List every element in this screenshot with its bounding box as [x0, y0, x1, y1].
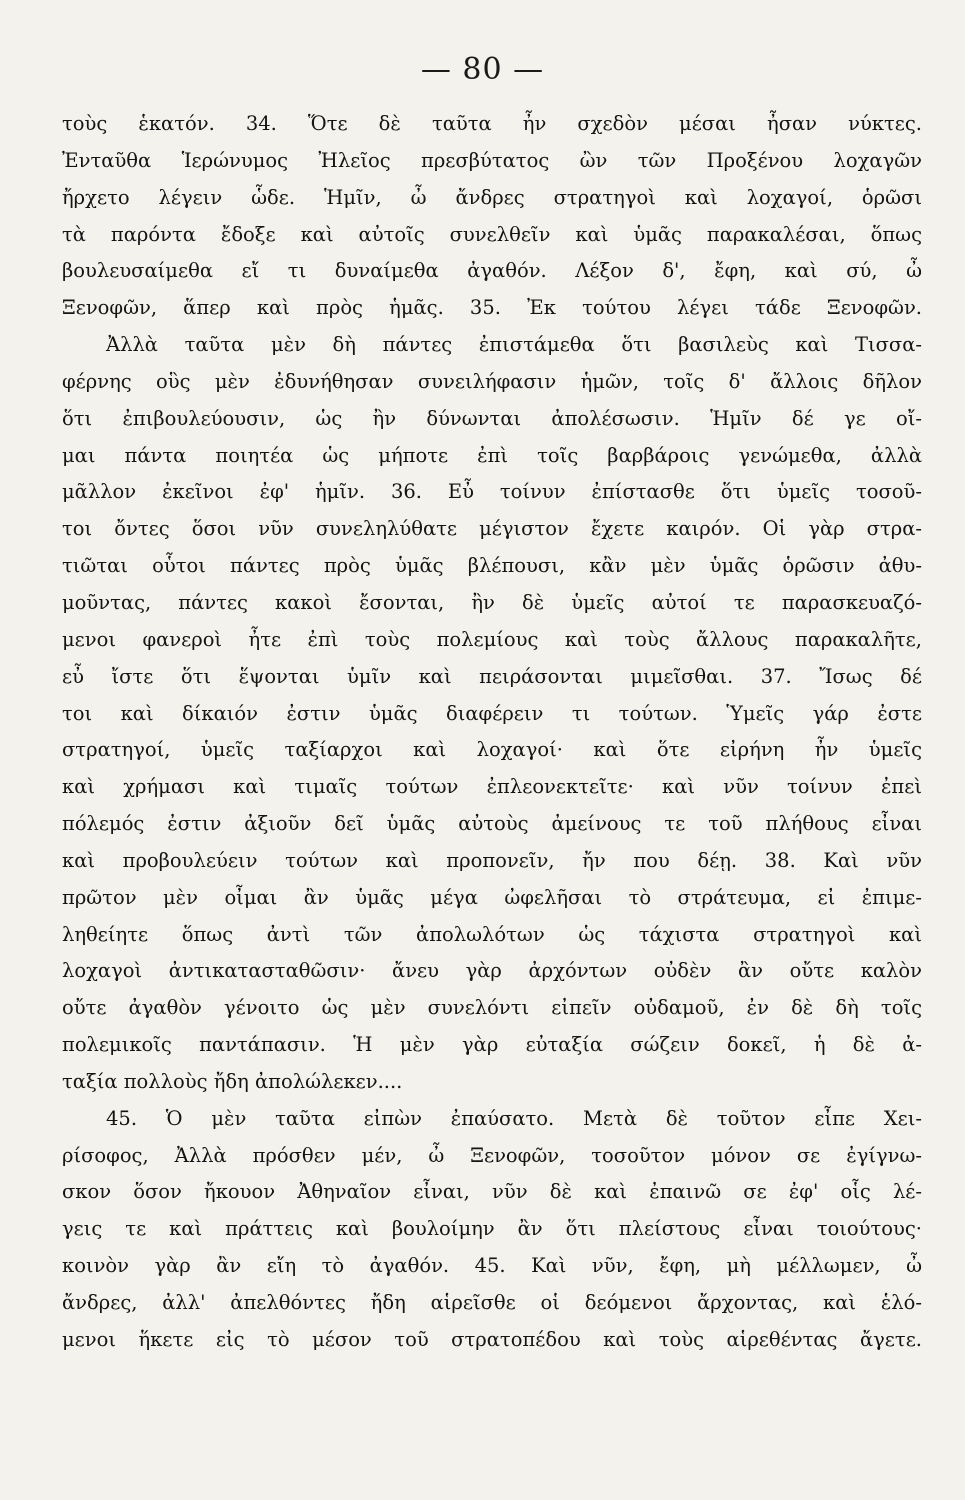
- text-line: πρῶτον μὲν οἶμαι ἂν ὑμᾶς μέγα ὠφελῆσαι τὸ στράτευμα, εἰ ἐπιμε-: [62, 885, 922, 909]
- text-line: πολεμικοῖς παντάπασιν. Ἡ μὲν γὰρ εὐταξία σώζειν δοκεῖ, ἡ δὲ ἀ-: [62, 1033, 922, 1057]
- text-line: Ξενοφῶν, ἅπερ καὶ πρὸς ἡμᾶς. 35. Ἐκ τούτου λέγει τάδε Ξενοφῶν.: [62, 296, 922, 320]
- text-line: τιῶται οὗτοι πάντες πρὸς ὑμᾶς βλέπουσι, κἂν μὲν ὑμᾶς ὁρῶσιν ἀθυ-: [62, 554, 922, 578]
- text-line: ἄνδρες, ἀλλ' ἀπελθόντες ἤδη αἱρεῖσθε οἱ δεόμενοι ἄρχοντας, καὶ ἑλό-: [62, 1291, 922, 1314]
- text-line: καὶ χρήμασι καὶ τιμαῖς τούτων ἐπλεονεκτεῖτε· καὶ νῦν τοίνυν ἐπεὶ: [62, 775, 922, 799]
- text-line: γεις τε καὶ πράττεις καὶ βουλοίμην ἂν ὅτι πλείστους εἶναι τοιούτους·: [62, 1217, 922, 1241]
- text-line: φέρνης οὓς μὲν ἐδυνήθησαν συνειλήφασιν ἡμῶν, τοῖς δ' ἄλλοις δῆλον: [62, 369, 922, 393]
- text-line: λοχαγοὶ ἀντικατασταθῶσιν· ἄνευ γὰρ ἀρχόντων οὐδὲν ἂν οὔτε καλὸν: [62, 959, 922, 983]
- page-number: — 80 —: [420, 52, 545, 87]
- text-line: τοι καὶ δίκαιόν ἐστιν ὑμᾶς διαφέρειν τι τούτων. Ὑμεῖς γάρ ἐστε: [62, 701, 922, 725]
- text-line: μᾶλλον ἐκεῖνοι ἐφ' ἡμῖν. 36. Εὖ τοίνυν ἐπίστασθε ὅτι ὑμεῖς τοσοῦ-: [62, 480, 922, 504]
- text-line: σκον ὅσον ἤκουον Ἀθηναῖον εἶναι, νῦν δὲ καὶ ἐπαινῶ σε ἐφ' οἷς λέ-: [62, 1180, 922, 1204]
- text-line: ταξία πολλοὺς ἤδη ἀπολώλεκεν....: [62, 1069, 403, 1093]
- text-line: κοινὸν γὰρ ἂν εἴη τὸ ἀγαθόν. 45. Καὶ νῦν, ἔφη, μὴ μέλλωμεν, ὦ: [62, 1254, 922, 1278]
- text-line: Ἀλλὰ ταῦτα μὲν δὴ πάντες ἐπιστάμεθα ὅτι βασιλεὺς καὶ Τισσα-: [106, 333, 922, 357]
- text-line: καὶ προβουλεύειν τούτων καὶ προπονεῖν, ἤν που δέῃ. 38. Καὶ νῦν: [62, 848, 922, 872]
- text-line: τὰ παρόντα ἔδοξε καὶ αὐτοῖς συνελθεῖν καὶ ὑμᾶς παρακαλέσαι, ὅπως: [62, 222, 922, 246]
- text-line: ὅτι ἐπιβουλεύουσιν, ὡς ἢν δύνωνται ἀπολέσωσιν. Ἡμῖν δέ γε οἴ-: [62, 406, 922, 430]
- text-line: μοῦντας, πάντες κακοὶ ἔσονται, ἢν δὲ ὑμεῖς αὐτοί τε παρασκευαζό-: [62, 590, 922, 614]
- text-line: ρίσοφος, Ἀλλὰ πρόσθεν μέν, ὦ Ξενοφῶν, τοσοῦτον μόνον σε ἐγίγνω-: [62, 1143, 922, 1167]
- text-line: εὖ ἴστε ὅτι ἕψονται ὑμῖν καὶ πειράσονται μιμεῖσθαι. 37. Ἴσως δέ: [62, 664, 922, 688]
- text-line: τοὺς ἑκατόν. 34. Ὅτε δὲ ταῦτα ἦν σχεδὸν μέσαι ἦσαν νύκτες.: [62, 112, 922, 135]
- text-line: τοι ὄντες ὅσοι νῦν συνεληλύθατε μέγιστον ἔχετε καιρόν. Οἱ γὰρ στρα-: [62, 517, 922, 541]
- text-line: μενοι φανεροὶ ἦτε ἐπὶ τοὺς πολεμίους καὶ τοὺς ἄλλους παρακαλῆτε,: [62, 627, 922, 651]
- text-line: βουλευσαίμεθα εἴ τι δυναίμεθα ἀγαθόν. Λέξον δ', ἔφη, καὶ σύ, ὦ: [62, 259, 922, 283]
- text-line: μενοι ἥκετε εἰς τὸ μέσον τοῦ στρατοπέδου καὶ τοὺς αἱρεθέντας ἄγετε.: [62, 1327, 922, 1351]
- text-line: ἤρχετο λέγειν ὧδε. Ἡμῖν, ὦ ἄνδρες στρατηγοὶ καὶ λοχαγοί, ὁρῶσι: [62, 185, 922, 209]
- body-text: [62, 106, 922, 1359]
- text-line: πόλεμός ἐστιν ἀξιοῦν δεῖ ὑμᾶς αὐτοὺς ἀμείνους τε τοῦ πλήθους εἶναι: [62, 812, 922, 836]
- text-line: οὔτε ἀγαθὸν γένοιτο ὡς μὲν συνελόντι εἰπεῖν οὐδαμοῦ, ἐν δὲ δὴ τοῖς: [62, 996, 922, 1020]
- text-line: μαι πάντα ποιητέα ὡς μήποτε ἐπὶ τοῖς βαρβάροις γενώμεθα, ἀλλὰ: [62, 443, 922, 467]
- text-line: 45. Ὁ μὲν ταῦτα εἰπὼν ἐπαύσατο. Μετὰ δὲ τοῦτον εἶπε Χει-: [106, 1106, 922, 1130]
- text-line: στρατηγοί, ὑμεῖς ταξίαρχοι καὶ λοχαγοί· καὶ ὅτε εἰρήνη ἦν ὑμεῖς: [62, 738, 922, 762]
- text-line: ληθείητε ὅπως ἀντὶ τῶν ἀπολωλότων ὡς τάχιστα στρατηγοὶ καὶ: [62, 922, 922, 946]
- text-line: Ἐνταῦθα Ἱερώνυμος Ἠλεῖος πρεσβύτατος ὢν τῶν Προξένου λοχαγῶν: [62, 148, 922, 172]
